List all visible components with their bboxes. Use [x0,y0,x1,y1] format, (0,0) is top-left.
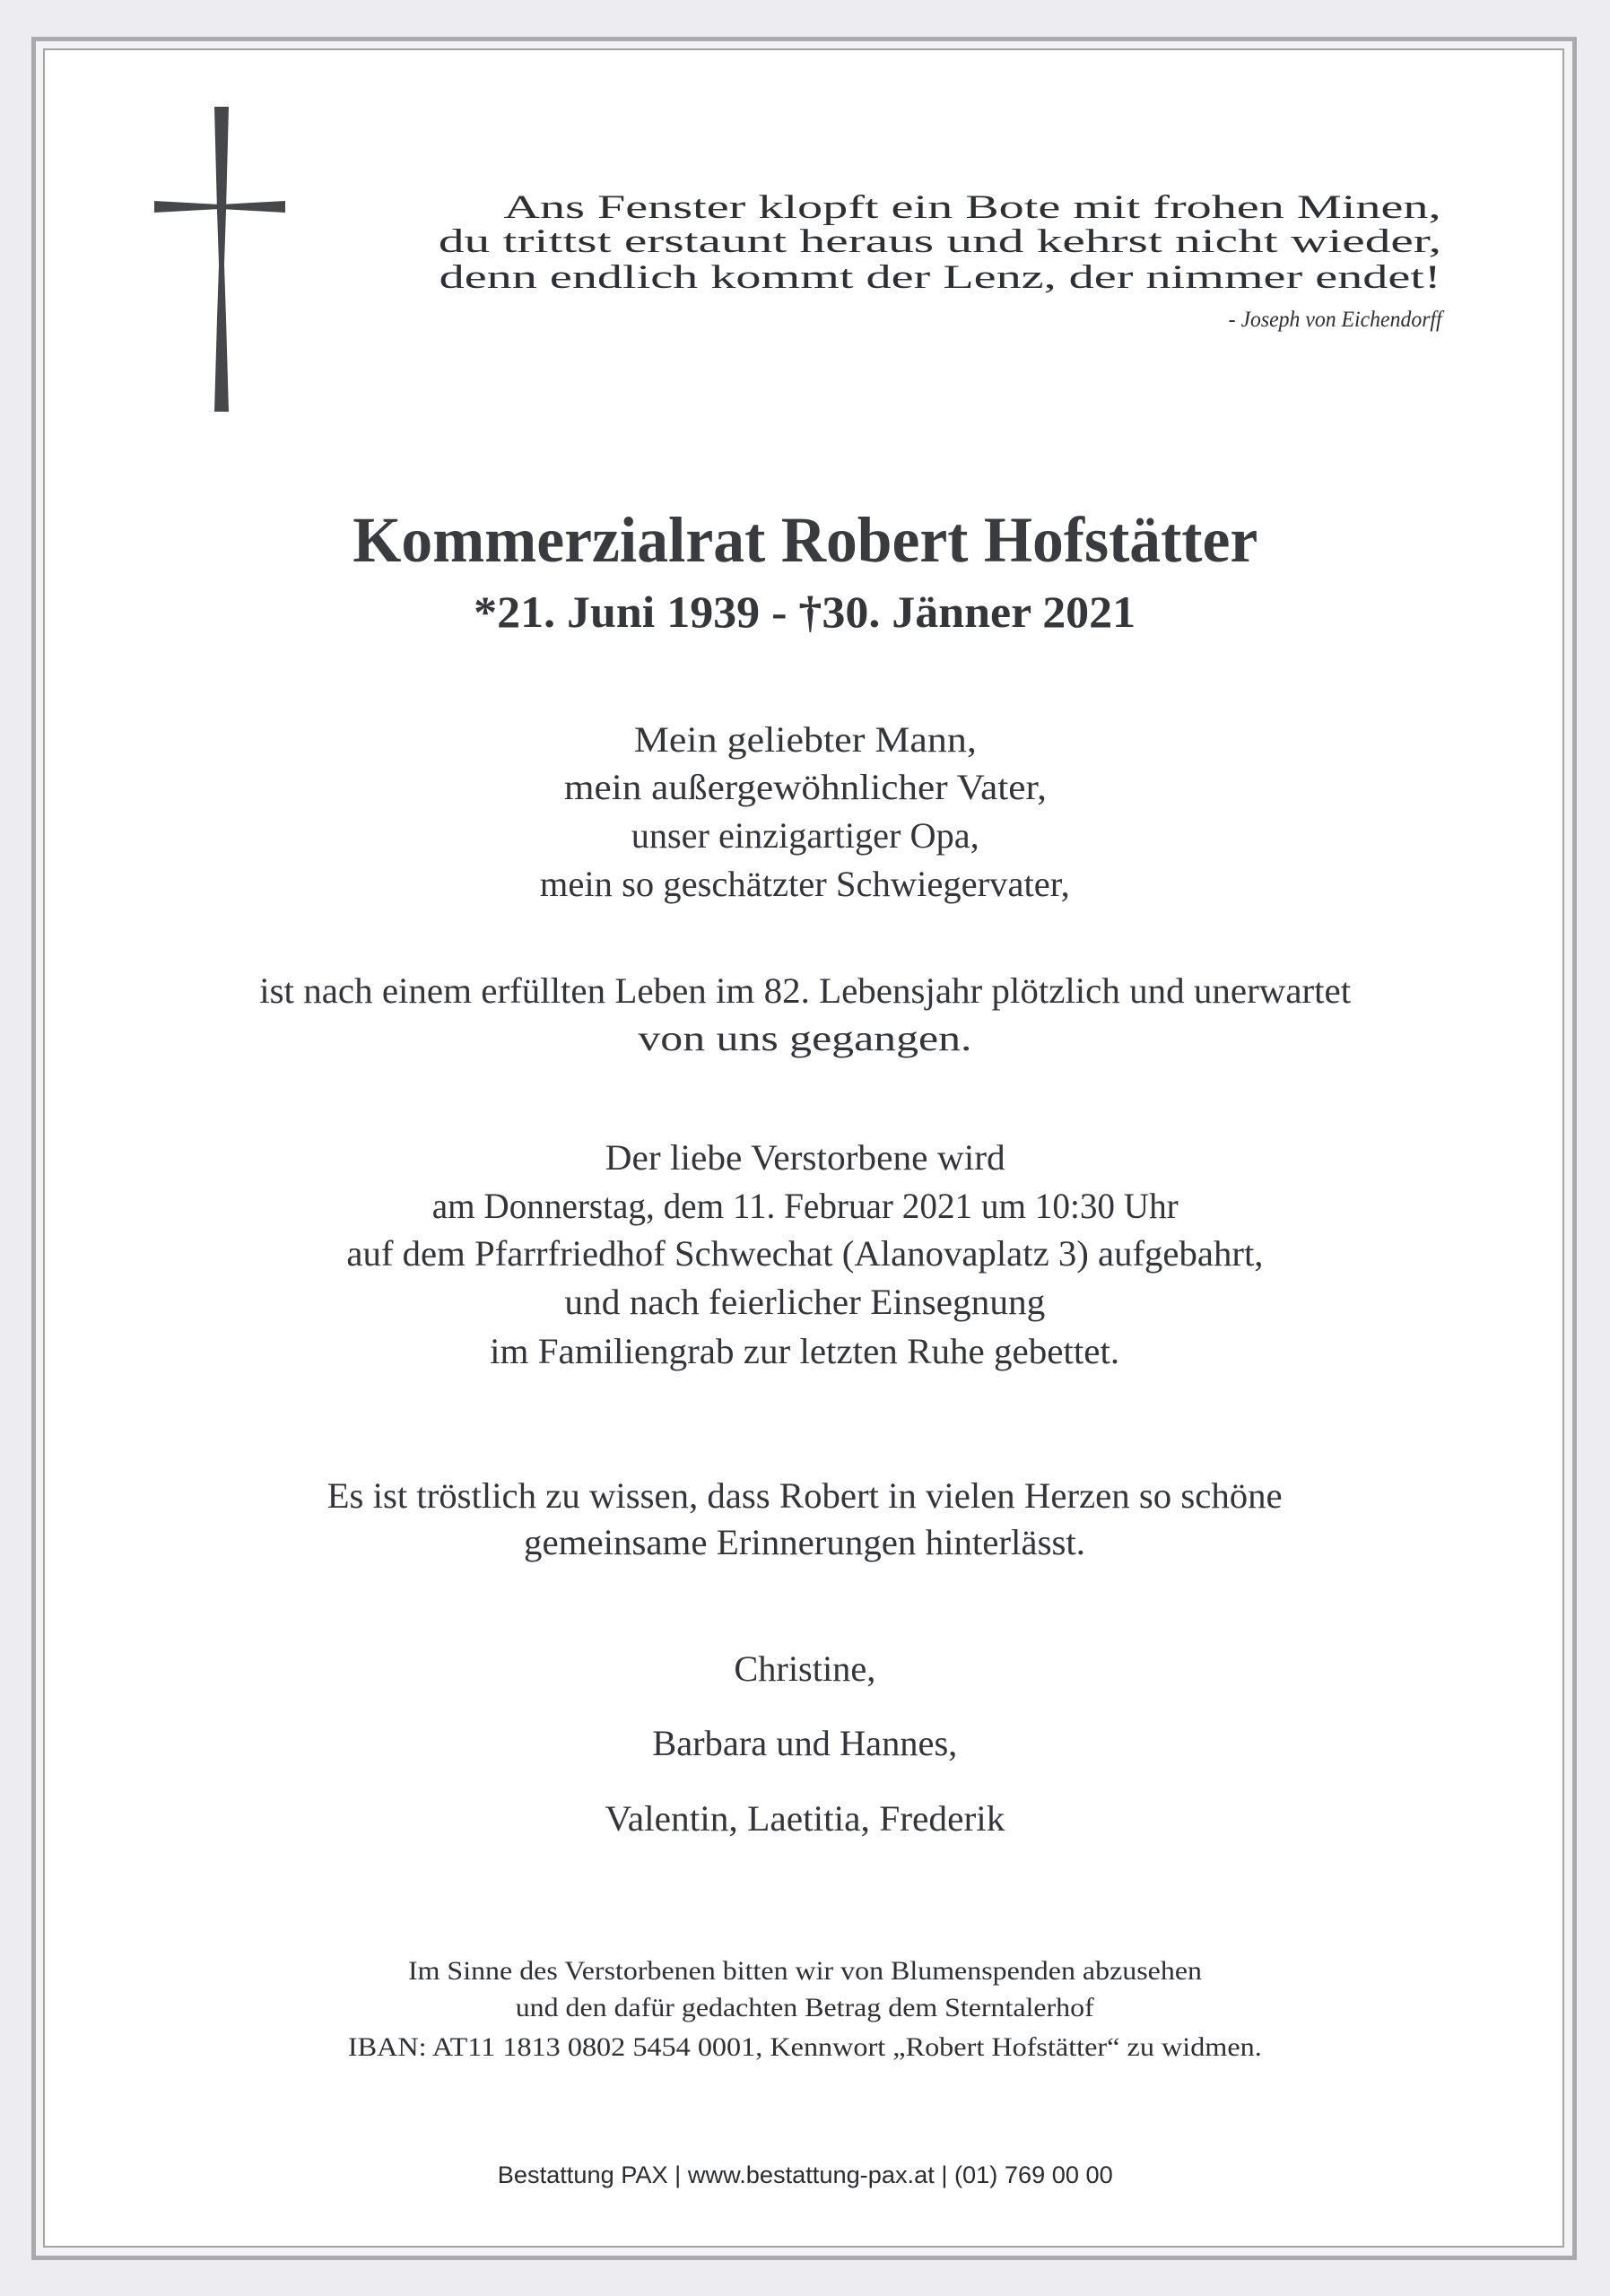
donation-line: und den dafür gedachten Betrag dem Sterntalerhof [515,1993,1095,2022]
funeral-line: und nach feierlicher Einsegnung [564,1282,1046,1322]
funeral-line: auf dem Pfarrfriedhof Schwechat (Alanovaplatz 3) aufgebahrt, [346,1233,1264,1274]
funeral-line: am Donnerstag, dem 11. Februar 2021 um 10:30 Uhr [431,1186,1179,1226]
dedication-line: Mein geliebter Mann, [633,719,977,760]
latin-cross-icon [144,103,305,417]
donation-line: Im Sinne des Verstorbenen bitten wir von Blumenspenden abzusehen [407,1956,1203,1986]
life-dates: *21. Juni 1939 - †30. Jänner 2021 [474,587,1136,637]
quote-attribution: - Joseph von Eichendorff [1229,308,1442,332]
footer-phone: (01) 769 00 00 [953,2161,1113,2188]
mourner-line: Christine, [734,1648,876,1689]
dedication-line: mein außergewöhnlicher Vater, [563,767,1047,807]
dedication-line: unser einzigartiger Opa, [631,815,979,856]
footer-website-link[interactable]: www.bestattung-pax.at [687,2161,935,2188]
funeral-line: im Familiengrab zur letzten Ruhe gebettet. [490,1331,1120,1371]
donation-line: IBAN: AT11 1813 0802 5454 0001, Kennwort „Robert Hofstätter“ zu widmen. [348,2032,1262,2062]
comfort-line: Es ist tröstlich zu wissen, dass Robert in vielen Herzen so schöne [326,1475,1284,1516]
mourner-line: Valentin, Laetitia, Frederik [605,1798,1005,1839]
footer-company: Bestattung PAX [497,2161,668,2188]
footer-contact [0,2163,1610,2187]
deceased-name: Kommerzialrat Robert Hofstätter [352,504,1258,576]
footer-separator: | [941,2161,948,2188]
announcement-line: von uns gegangen. [638,1018,972,1058]
quote-line: denn endlich kommt der Lenz, der nimmer endet! [439,259,1441,296]
quote-line: Ans Fenster klopft ein Bote mit frohen Minen, [503,189,1441,226]
cross-vertical-bar [214,107,229,412]
comfort-line: gemeinsame Erinnerungen hinterlässt. [524,1522,1086,1562]
footer-separator: | [674,2161,681,2188]
mourner-line: Barbara und Hannes, [652,1723,958,1763]
dedication-line: mein so geschätzter Schwiegervater, [539,864,1070,904]
announcement-line: ist nach einem erfüllten Leben im 82. Lebensjahr plötzlich und unerwartet [259,970,1351,1011]
funeral-line: Der liebe Verstorbene wird [605,1137,1005,1178]
quote-line: du trittst erstaunt heraus und kehrst nicht wieder, [438,223,1441,260]
